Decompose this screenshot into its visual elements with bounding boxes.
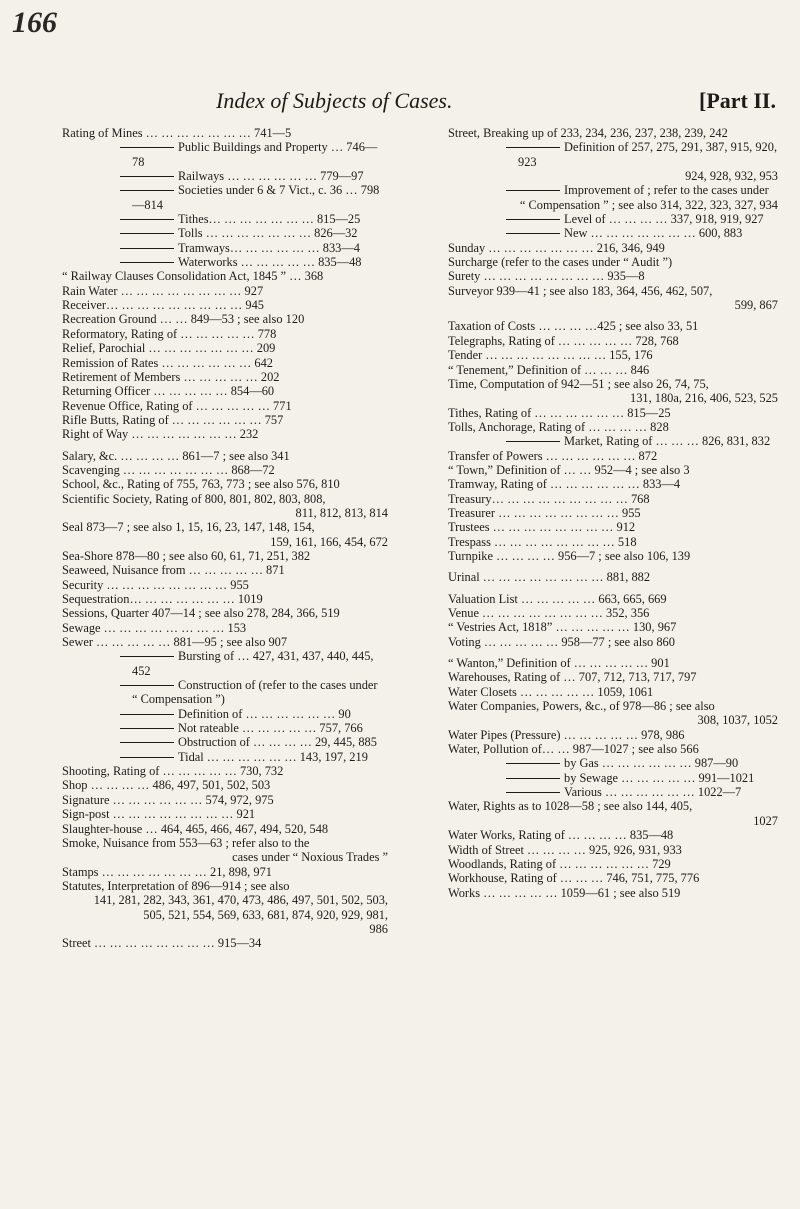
entry-continuation: 1027 [753, 813, 778, 828]
entry-text: Relief, Parochial … … … … … … … 209 [62, 341, 276, 356]
index-entry [62, 356, 388, 370]
index-entry [448, 212, 778, 226]
index-entry [448, 319, 778, 333]
index-entry [62, 298, 388, 312]
ditto-rule [120, 176, 174, 177]
index-entry [448, 592, 778, 606]
index-entry [448, 269, 778, 283]
index-entry [448, 685, 778, 699]
entry-text: Rain Water … … … … … … … … 927 [62, 283, 264, 298]
entry-text: Sessions, Quarter 407—14 ; see also 278, 284, 366, 519 [62, 606, 340, 621]
entry-text: Improvement of ; refer to the cases under [564, 183, 769, 198]
index-entry [62, 750, 388, 764]
entry-continuation: “ Compensation ” ; see also 314, 322, 323, 327, 934 [519, 197, 778, 212]
index-entry [448, 255, 778, 269]
index-entry [62, 692, 388, 706]
index-entry [62, 312, 388, 326]
entry-text: Works … … … … … 1059—61 ; see also 519 [448, 885, 681, 900]
index-entry [448, 434, 778, 448]
index-entry [62, 241, 388, 255]
entry-text: Scavenging … … … … … … … 868—72 [62, 462, 275, 477]
entry-text: Voting … … … … … 958—77 ; see also 860 [448, 634, 675, 649]
index-entry [62, 936, 388, 950]
entry-text: Width of Street … … … … 925, 926, 931, 933 [448, 842, 682, 857]
index-entry [448, 477, 778, 491]
entry-text: Sequestration… … … … … … … 1019 [62, 592, 263, 606]
index-entry [448, 492, 778, 506]
entry-text: Sign-post … … … … … … … … 921 [62, 807, 256, 822]
index-entry [62, 578, 388, 592]
index-entry [62, 793, 388, 807]
index-entry [62, 463, 388, 477]
entry-text: Societies under 6 & 7 Vict., c. 36 … 798—814 [132, 183, 380, 212]
index-entry [62, 707, 388, 721]
entry-text: “ Town,” Definition of … … 952—4 ; see also 3 [448, 462, 690, 477]
index-entry [62, 183, 388, 212]
entry-continuation: 599, 867 [734, 298, 778, 313]
index-entry [448, 420, 778, 434]
entry-text: Water Works, Rating of … … … … 835—48 [448, 828, 674, 843]
index-entry [62, 341, 388, 355]
entry-text: Woodlands, Rating of … … … … … … 729 [448, 856, 671, 871]
ditto-rule [120, 190, 174, 191]
entry-text: Water Companies, Powers, &c., of 978—86 ; see also [448, 699, 715, 714]
index-entry [62, 879, 388, 936]
entry-text: New … … … … … … … 600, 883 [564, 226, 743, 241]
entry-text: Water Pipes (Pressure) … … … … … 978, 986 [448, 727, 685, 742]
entry-text: Transfer of Powers … … … … … … 872 [448, 448, 658, 463]
entry-text: Bursting of … 427, 431, 437, 440, 445, 452 [132, 649, 374, 678]
index-entry [62, 649, 388, 678]
entry-text: Treasury… … … … … … … … … 768 [448, 491, 650, 506]
entry-continuation: 924, 928, 932, 953 [685, 169, 778, 184]
index-entry [62, 678, 388, 692]
index-entry [448, 728, 778, 742]
entry-text: “ Tenement,” Definition of … … … 846 [448, 362, 650, 377]
entry-text: Urinal … … … … … … … … 881, 882 [448, 570, 651, 585]
index-entry [62, 721, 388, 735]
index-entry [448, 334, 778, 348]
ditto-rule [506, 778, 560, 779]
index-entry [62, 735, 388, 749]
entry-text: Street, Breaking up of 233, 234, 236, 237, 238, 239, 242 [448, 126, 728, 140]
entry-continuation: 131, 180a, 216, 406, 523, 525 [630, 391, 778, 406]
header-title: Index of Subjects of Cases. [216, 88, 453, 113]
index-entry [448, 771, 778, 785]
entry-text: Surety … … … … … … … … 935—8 [448, 269, 645, 284]
index-entry [448, 140, 778, 183]
index-entry [62, 255, 388, 269]
ditto-rule [120, 147, 174, 148]
entry-text: Level of … … … … 337, 918, 919, 927 [564, 212, 764, 227]
index-entry [62, 865, 388, 879]
entry-text: Obstruction of … … … … 29, 445, 885 [178, 735, 377, 750]
entry-text: Stamps … … … … … … … 21, 898, 971 [62, 864, 272, 879]
index-entry [62, 635, 388, 649]
entry-text: Reformatory, Rating of … … … … … 778 [62, 326, 277, 341]
index-entry [448, 377, 778, 406]
ditto-rule [120, 219, 174, 220]
index-entry [62, 778, 388, 792]
index-entry [62, 140, 388, 169]
index-entry [448, 843, 778, 857]
entry-text: Signature … … … … … … 574, 972, 975 [62, 792, 274, 807]
ditto-rule [120, 248, 174, 249]
entry-text: Various … … … … … … 1022—7 [564, 785, 742, 800]
ditto-rule [506, 233, 560, 234]
ditto-rule [120, 742, 174, 743]
entry-text: “ Vestries Act, 1818” … … … … … 130, 967 [448, 620, 677, 635]
entry-text: by Gas … … … … … … 987—90 [564, 756, 739, 771]
entry-text: “ Wanton,” Definition of … … … … … 901 [448, 656, 670, 671]
entry-text: Street … … … … … … … … 915—34 [62, 936, 262, 951]
index-entry [448, 226, 778, 240]
index-entry [62, 370, 388, 384]
entry-text: Statutes, Interpretation of 896—914 ; see also [62, 878, 290, 893]
entry-text: Construction of (refer to the cases under [178, 678, 378, 693]
index-entry [62, 384, 388, 398]
entry-text: by Sewage … … … … … 991—1021 [564, 770, 755, 785]
entry-text: Rating of Mines … … … … … … … 741—5 [62, 126, 292, 140]
entry-text: Sea-Shore 878—80 ; see also 60, 61, 71, 251, 382 [62, 548, 311, 563]
entry-text: Tender … … … … … … … … 155, 176 [448, 348, 653, 363]
index-entry [62, 492, 388, 521]
index-column-left [62, 126, 388, 951]
entry-text: Tramways… … … … … … 833—4 [178, 240, 360, 255]
entry-text: Telegraphs, Rating of … … … … … 728, 768 [448, 333, 679, 348]
index-entry [62, 327, 388, 341]
entry-continuation: 141, 281, 282, 343, 361, 470, 473, 486, 497, 501, 502, 503, 505, 521, 554, 569, 633, 681, 874, 920, 929, 981, [93, 893, 388, 922]
ditto-rule [506, 792, 560, 793]
entry-text: Valuation List … … … … … 663, 665, 669 [448, 591, 667, 606]
index-entry [62, 399, 388, 413]
entry-text: Sewage … … … … … … … … 153 [62, 620, 247, 635]
index-entry [62, 413, 388, 427]
entry-continuation: cases under “ Noxious Trades ” [232, 850, 388, 865]
index-entry [448, 535, 778, 549]
index-entry [448, 828, 778, 842]
index-entry [62, 269, 388, 283]
index-entry [62, 284, 388, 298]
index-entry [448, 606, 778, 620]
ditto-rule [506, 219, 560, 220]
entry-text: Remission of Rates … … … … … … 642 [62, 355, 273, 370]
entry-text: Slaughter-house … 464, 465, 466, 467, 494, 520, 548 [62, 821, 329, 836]
entry-text: Water, Pollution of… … 987—1027 ; see also 566 [448, 742, 699, 757]
header-part: [Part II. [699, 88, 776, 113]
entry-text: Seaweed, Nuisance from … … … … … 871 [62, 563, 285, 578]
index-entry [62, 563, 388, 577]
index-entry [62, 449, 388, 463]
index-entry [62, 621, 388, 635]
entry-text: Water, Rights as to 1028—58 ; see also 144, 405, [448, 799, 693, 814]
entry-text: Surcharge (refer to the cases under “ Audit ”) [448, 255, 673, 270]
index-entry [448, 670, 778, 684]
entry-text: Seal 873—7 ; see also 1, 15, 16, 23, 147, 148, 154, [62, 520, 315, 535]
index-entry [448, 635, 778, 649]
index-entry [448, 348, 778, 362]
index-entry [62, 822, 388, 836]
index-entry [62, 427, 388, 441]
entry-continuation: 986 [369, 921, 388, 936]
entry-text: Public Buildings and Property … 746—78 [132, 140, 378, 169]
entry-text: Tithes, Rating of … … … … … … 815—25 [448, 405, 671, 420]
ditto-rule [120, 656, 174, 657]
index-entry [62, 169, 388, 183]
index-entry [448, 506, 778, 520]
entry-text: Revenue Office, Rating of … … … … … 771 [62, 398, 292, 413]
entry-text: Time, Computation of 942—51 ; see also 26, 74, 75, [448, 376, 709, 391]
entry-text: Warehouses, Rating of … 707, 712, 713, 717, 797 [448, 670, 697, 685]
entry-text: Market, Rating of … … … 826, 831, 832 [564, 434, 771, 449]
index-column-right [448, 126, 778, 900]
index-entry [62, 592, 388, 606]
entry-text: Shop … … … … 486, 497, 501, 502, 503 [62, 778, 271, 793]
entry-text: Trespass … … … … … … … … 518 [448, 534, 637, 549]
index-entry [448, 785, 778, 799]
entry-continuation: 159, 161, 166, 454, 672 [270, 534, 388, 549]
entry-text: Definition of 257, 275, 291, 387, 915, 920, 923 [518, 140, 778, 169]
entry-text: Venue … … … … … … … … 352, 356 [448, 606, 650, 620]
index-entry [62, 606, 388, 620]
entry-text: Smoke, Nuisance from 553—63 ; refer also to the [62, 835, 310, 850]
index-entry [448, 183, 778, 212]
ditto-rule [120, 757, 174, 758]
index-entry [448, 742, 778, 756]
entry-text: Tolls, Anchorage, Rating of … … … … 828 [448, 419, 669, 434]
index-entry [62, 807, 388, 821]
entry-continuation: 308, 1037, 1052 [697, 713, 778, 728]
entry-text: Treasurer … … … … … … … … 955 [448, 505, 641, 520]
ditto-rule [120, 685, 174, 686]
entry-text: Definition of … … … … … … 90 [178, 706, 351, 721]
entry-text: Trustees … … … … … … … … 912 [448, 520, 636, 535]
index-entry [62, 126, 388, 140]
entry-text: Tramway, Rating of … … … … … … 833—4 [448, 477, 681, 492]
index-entry [62, 549, 388, 563]
entry-text: Tidal … … … … … … 143, 197, 219 [178, 749, 368, 764]
ditto-rule [120, 728, 174, 729]
entry-text: Surveyor 939—41 ; see also 183, 364, 456, 462, 507, [448, 283, 713, 298]
entry-text: Retirement of Members … … … … … 202 [62, 369, 280, 384]
ditto-rule [506, 441, 560, 442]
index-entry [448, 699, 778, 728]
index-entry [448, 549, 778, 563]
entry-text: School, &c., Rating of 755, 763, 773 ; see also 576, 810 [62, 477, 340, 492]
entry-text: Taxation of Costs … … … …425 ; see also 33, 51 [448, 319, 699, 334]
index-entry [448, 756, 778, 770]
entry-text: Rifle Butts, Rating of … … … … … … 757 [62, 412, 284, 427]
index-entry [448, 284, 778, 313]
entry-text: Returning Officer … … … … … 854—60 [62, 384, 275, 399]
entry-text: Salary, &c. … … … … 861—7 ; see also 341 [62, 448, 290, 463]
index-entry [448, 520, 778, 534]
ditto-rule [120, 233, 174, 234]
index-entry [448, 406, 778, 420]
entry-text: Workhouse, Rating of … … … 746, 751, 775, 776 [448, 871, 700, 886]
page-number-handwritten: 166 [12, 6, 57, 39]
entry-continuation: 811, 812, 813, 814 [295, 505, 388, 520]
ditto-rule [506, 763, 560, 764]
ditto-rule [506, 190, 560, 191]
index-entry [448, 570, 778, 584]
index-entry [62, 477, 388, 491]
entry-text: Recreation Ground … … 849—53 ; see also 120 [62, 312, 305, 327]
entry-text: Not rateable … … … … … 757, 766 [178, 721, 363, 736]
index-entry [448, 799, 778, 828]
index-entry [62, 226, 388, 240]
entry-text: Right of Way … … … … … … … 232 [62, 427, 259, 442]
index-entry [448, 886, 778, 900]
ditto-rule [506, 147, 560, 148]
index-entry [448, 620, 778, 634]
entry-text: “ Compensation ”) [132, 692, 225, 707]
index-entry [448, 871, 778, 885]
entry-text: Sunday … … … … … … … 216, 346, 949 [448, 240, 665, 255]
entry-text: Receiver… … … … … … … … … 945 [62, 298, 265, 313]
index-entry [448, 449, 778, 463]
entry-text: Shooting, Rating of … … … … … 730, 732 [62, 764, 284, 779]
ditto-rule [120, 262, 174, 263]
index-entry [448, 463, 778, 477]
entry-text: Security … … … … … … … … 955 [62, 577, 249, 592]
entry-text: Waterworks … … … … … 835—48 [178, 255, 362, 270]
ditto-rule [120, 714, 174, 715]
entry-text: Tithes… … … … … … … 815—25 [178, 212, 361, 227]
entry-text: “ Railway Clauses Consolidation Act, 1845 ” … 368 [62, 269, 324, 284]
entry-text: Railways … … … … … … 779—97 [178, 169, 364, 184]
entry-text: Tolls … … … … … … … 826—32 [178, 226, 358, 241]
entry-text: Turnpike … … … … 956—7 ; see also 106, 139 [448, 548, 691, 563]
entry-text: Sewer … … … … … 881—95 ; see also 907 [62, 635, 288, 650]
index-entry [448, 363, 778, 377]
index-entry [62, 212, 388, 226]
index-entry [448, 241, 778, 255]
index-entry [62, 836, 388, 865]
index-entry [448, 857, 778, 871]
index-entry [62, 520, 388, 549]
entry-text: Scientific Society, Rating of 800, 801, 802, 803, 808, [62, 491, 326, 506]
index-entry [62, 764, 388, 778]
entry-text: Water Closets … … … … … 1059, 1061 [448, 684, 654, 699]
index-entry [448, 656, 778, 670]
index-entry [448, 126, 778, 140]
